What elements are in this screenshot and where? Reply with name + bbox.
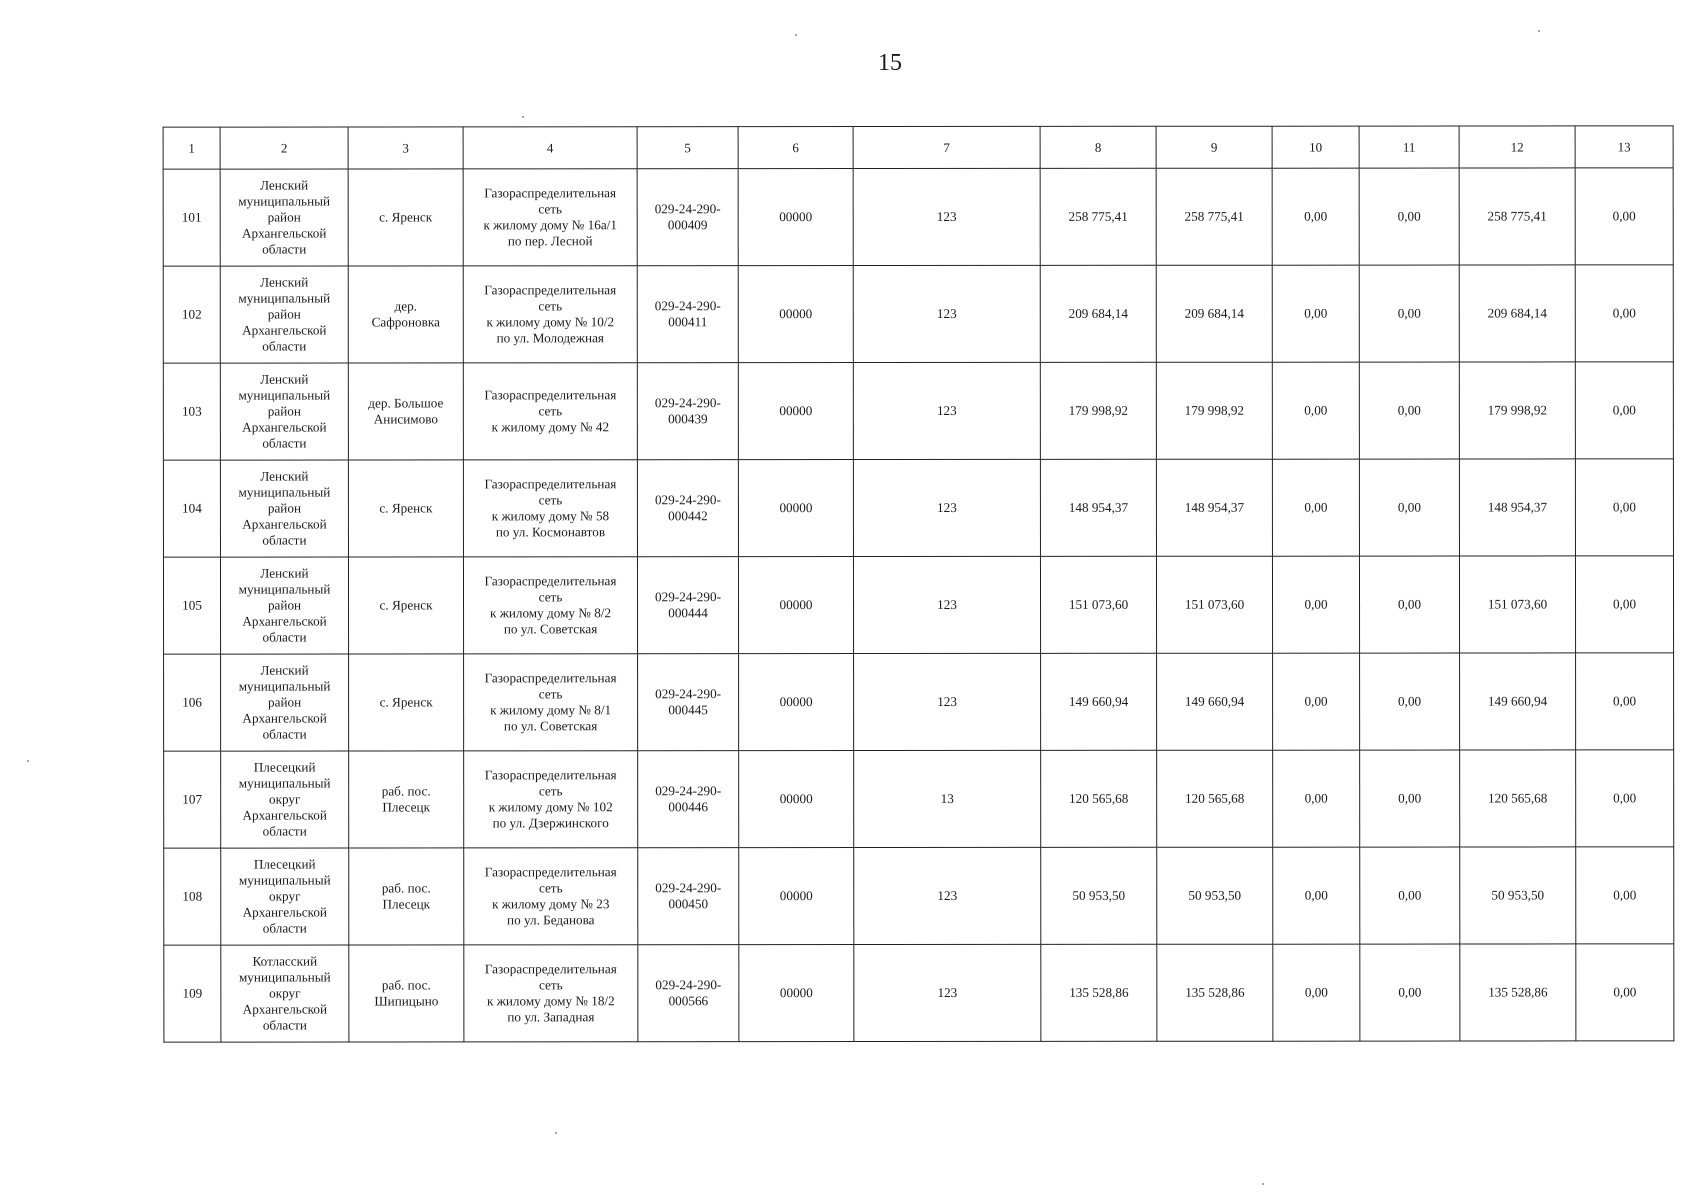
municipality-cell: Котласский муниципальный округ Архангельской области <box>221 945 349 1042</box>
object-name-cell: Газораспределительная сеть к жилому дому № 10/2 по ул. Молодежная <box>463 266 637 363</box>
code-cell: 00000 <box>738 363 853 460</box>
amount-cell: 120 565,68 <box>1157 750 1273 847</box>
code-cell: 00000 <box>739 751 854 848</box>
amount-cell: 50 953,50 <box>1157 847 1273 944</box>
column-number: 8 <box>1040 126 1156 168</box>
object-name-cell: Газораспределительная сеть к жилому дому № 42 <box>463 363 637 460</box>
amount-cell: 0,00 <box>1273 653 1360 750</box>
amount-cell: 148 954,37 <box>1459 459 1575 556</box>
column-number: 5 <box>637 127 738 169</box>
code-cell: 123 <box>853 556 1040 653</box>
object-name-cell: Газораспределительная сеть к жилому дому № 16а/1 по пер. Лесной <box>463 169 637 266</box>
object-name-cell: Газораспределительная сеть к жилому дому № 102 по ул. Дзержинского <box>464 751 638 848</box>
registry-number-cell: 029-24-290- 000439 <box>637 363 738 460</box>
registry-number-cell: 029-24-290- 000444 <box>637 557 738 654</box>
amount-cell: 148 954,37 <box>1156 459 1272 556</box>
amount-cell: 0,00 <box>1272 459 1359 556</box>
code-cell: 00000 <box>739 945 854 1042</box>
table-row <box>163 265 1673 363</box>
amount-cell: 151 073,60 <box>1040 556 1156 653</box>
registry-number-cell: 029-24-290- 000411 <box>637 266 738 363</box>
municipality-cell: Ленский муниципальный район Архангельской области <box>220 363 348 460</box>
settlement-cell: дер. Большое Анисимово <box>348 363 463 460</box>
column-number: 9 <box>1156 126 1272 168</box>
amount-cell: 0,00 <box>1575 362 1673 459</box>
object-name-cell: Газораспределительная сеть к жилому дому № 58 по ул. Космонавтов <box>463 460 637 557</box>
municipality-cell: Ленский муниципальный район Архангельской области <box>220 460 348 557</box>
amount-cell: 0,00 <box>1359 459 1459 556</box>
municipality-cell: Ленский муниципальный район Архангельской области <box>221 654 349 751</box>
settlement-cell: с. Яренск <box>348 460 463 557</box>
amount-cell: 148 954,37 <box>1040 459 1156 556</box>
amount-cell: 0,00 <box>1575 168 1673 265</box>
row-number-cell: 104 <box>163 460 220 557</box>
amount-cell: 258 775,41 <box>1156 168 1272 265</box>
amount-cell: 151 073,60 <box>1459 556 1575 653</box>
column-number-row <box>163 126 1673 169</box>
column-number: 1 <box>163 127 220 169</box>
table-row <box>164 847 1674 945</box>
row-number-cell: 105 <box>163 557 220 654</box>
row-number-cell: 106 <box>164 654 221 751</box>
table-row <box>163 362 1673 460</box>
amount-cell: 258 775,41 <box>1040 168 1156 265</box>
amount-cell: 149 660,94 <box>1460 653 1576 750</box>
amount-cell: 209 684,14 <box>1459 265 1575 362</box>
table-body <box>163 126 1674 1042</box>
code-cell: 123 <box>853 168 1040 265</box>
column-number: 13 <box>1575 126 1673 168</box>
code-cell: 123 <box>853 459 1040 556</box>
column-number: 6 <box>738 127 853 169</box>
registry-table <box>163 125 1675 1042</box>
code-cell: 123 <box>854 653 1041 750</box>
code-cell: 123 <box>854 847 1041 944</box>
registry-number-cell: 029-24-290- 000566 <box>638 945 739 1042</box>
row-number-cell: 107 <box>164 751 221 848</box>
amount-cell: 0,00 <box>1272 362 1359 459</box>
table-row <box>164 653 1674 751</box>
municipality-cell: Ленский муниципальный район Архангельской области <box>220 169 348 266</box>
table-row <box>164 750 1674 848</box>
amount-cell: 0,00 <box>1576 653 1674 750</box>
scan-speck <box>1538 30 1540 32</box>
amount-cell: 135 528,86 <box>1041 944 1157 1041</box>
code-cell: 00000 <box>738 169 853 266</box>
municipality-cell: Ленский муниципальный район Архангельской области <box>220 266 348 363</box>
settlement-cell: с. Яренск <box>348 169 463 266</box>
amount-cell: 0,00 <box>1360 944 1460 1041</box>
amount-cell: 0,00 <box>1359 265 1459 362</box>
row-number-cell: 108 <box>164 848 221 945</box>
amount-cell: 0,00 <box>1273 847 1360 944</box>
amount-cell: 0,00 <box>1273 944 1360 1041</box>
amount-cell: 50 953,50 <box>1460 847 1576 944</box>
code-cell: 00000 <box>739 654 854 751</box>
row-number-cell: 103 <box>163 363 220 460</box>
amount-cell: 135 528,86 <box>1157 944 1273 1041</box>
amount-cell: 0,00 <box>1576 750 1674 847</box>
code-cell: 00000 <box>738 460 853 557</box>
code-cell: 123 <box>854 944 1041 1041</box>
column-number: 12 <box>1459 126 1575 168</box>
amount-cell: 151 073,60 <box>1156 556 1272 653</box>
amount-cell: 50 953,50 <box>1041 847 1157 944</box>
registry-number-cell: 029-24-290- 000450 <box>638 848 739 945</box>
registry-number-cell: 029-24-290- 000445 <box>638 654 739 751</box>
row-number-cell: 101 <box>163 169 220 266</box>
amount-cell: 0,00 <box>1272 265 1359 362</box>
amount-cell: 0,00 <box>1272 168 1359 265</box>
amount-cell: 0,00 <box>1576 847 1674 944</box>
amount-cell: 0,00 <box>1359 362 1459 459</box>
amount-cell: 135 528,86 <box>1460 944 1576 1041</box>
code-cell: 00000 <box>738 557 853 654</box>
municipality-cell: Плесецкий муниципальный округ Архангельской области <box>221 751 349 848</box>
object-name-cell: Газораспределительная сеть к жилому дому № 8/1 по ул. Советская <box>464 654 638 751</box>
amount-cell: 179 998,92 <box>1459 362 1575 459</box>
code-cell: 123 <box>853 265 1040 362</box>
registry-number-cell: 029-24-290- 000409 <box>637 169 738 266</box>
amount-cell: 258 775,41 <box>1459 168 1575 265</box>
code-cell: 123 <box>853 362 1040 459</box>
settlement-cell: раб. пос. Плесецк <box>349 848 464 945</box>
scan-speck <box>795 34 797 36</box>
settlement-cell: с. Яренск <box>348 557 463 654</box>
registry-number-cell: 029-24-290- 000446 <box>638 751 739 848</box>
code-cell: 13 <box>854 750 1041 847</box>
column-number: 10 <box>1272 126 1359 168</box>
table-row <box>163 459 1673 557</box>
amount-cell: 0,00 <box>1360 847 1460 944</box>
code-cell: 00000 <box>738 266 853 363</box>
table-row <box>163 168 1673 266</box>
amount-cell: 179 998,92 <box>1040 362 1156 459</box>
settlement-cell: с. Яренск <box>349 654 464 751</box>
amount-cell: 0,00 <box>1575 265 1673 362</box>
column-number: 11 <box>1359 126 1459 168</box>
municipality-cell: Ленский муниципальный район Архангельской области <box>220 557 348 654</box>
row-number-cell: 102 <box>163 266 220 363</box>
amount-cell: 209 684,14 <box>1040 265 1156 362</box>
amount-cell: 179 998,92 <box>1156 362 1272 459</box>
amount-cell: 149 660,94 <box>1157 653 1273 750</box>
municipality-cell: Плесецкий муниципальный округ Архангельской области <box>221 848 349 945</box>
amount-cell: 0,00 <box>1575 556 1673 653</box>
amount-cell: 209 684,14 <box>1156 265 1272 362</box>
amount-cell: 0,00 <box>1272 556 1359 653</box>
amount-cell: 0,00 <box>1576 944 1674 1041</box>
amount-cell: 120 565,68 <box>1041 750 1157 847</box>
settlement-cell: дер. Сафроновка <box>348 266 463 363</box>
row-number-cell: 109 <box>164 945 221 1042</box>
code-cell: 00000 <box>739 848 854 945</box>
scan-speck <box>1262 1183 1264 1185</box>
amount-cell: 0,00 <box>1359 556 1459 653</box>
column-number: 7 <box>853 126 1040 168</box>
amount-cell: 0,00 <box>1360 653 1460 750</box>
amount-cell: 0,00 <box>1273 750 1360 847</box>
scan-speck <box>555 1132 557 1134</box>
amount-cell: 0,00 <box>1359 168 1459 265</box>
settlement-cell: раб. пос. Плесецк <box>349 751 464 848</box>
page-number: 15 <box>878 50 902 76</box>
amount-cell: 0,00 <box>1360 750 1460 847</box>
object-name-cell: Газораспределительная сеть к жилому дому № 23 по ул. Беданова <box>464 848 638 945</box>
object-name-cell: Газораспределительная сеть к жилому дому № 18/2 по ул. Западная <box>464 945 638 1042</box>
amount-cell: 149 660,94 <box>1041 653 1157 750</box>
settlement-cell: раб. пос. Шипицыно <box>349 945 464 1042</box>
column-number: 4 <box>463 127 637 169</box>
scan-speck <box>27 760 29 762</box>
object-name-cell: Газораспределительная сеть к жилому дому № 8/2 по ул. Советская <box>463 557 637 654</box>
column-number: 3 <box>348 127 463 169</box>
amount-cell: 0,00 <box>1575 459 1673 556</box>
amount-cell: 120 565,68 <box>1460 750 1576 847</box>
registry-number-cell: 029-24-290- 000442 <box>637 460 738 557</box>
column-number: 2 <box>220 127 348 169</box>
table-row <box>163 556 1673 654</box>
scan-speck <box>522 116 524 118</box>
table-row <box>164 944 1674 1042</box>
